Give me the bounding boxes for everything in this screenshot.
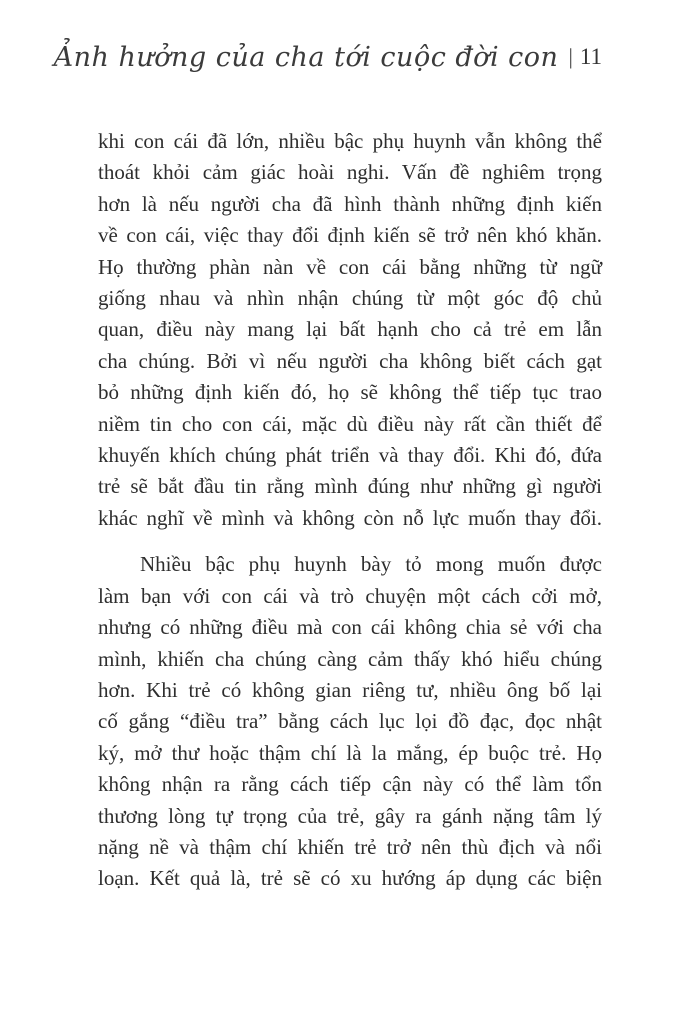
- text-line: khuyến khích chúng phát triển và thay đổi. Khi đó, đứa: [98, 443, 602, 468]
- text-line: khác nghĩ về mình và không còn nỗ lực muốn thay đổi.: [98, 505, 602, 530]
- body-text: [98, 126, 602, 895]
- chapter-title: Ảnh hưởng của cha tới cuộc đời con: [53, 42, 559, 73]
- text-line: thoát khỏi cảm giác hoài nghi. Vấn đề nghiêm trọng: [98, 160, 602, 185]
- page-number: 11: [579, 44, 602, 69]
- paragraph: [98, 126, 602, 534]
- text-line: nặng nề và thậm chí khiến trẻ trở nên thù địch và nổi: [98, 834, 602, 859]
- running-header: [0, 42, 602, 73]
- text-line: cố gắng “điều tra” bằng cách lục lọi đồ đạc, đọc nhật: [98, 709, 602, 734]
- text-line: bỏ những định kiến đó, họ sẽ không thể tiếp tục trao: [98, 380, 602, 405]
- text-line: quan, điều này mang lại bất hạnh cho cả trẻ em lẫn: [98, 317, 602, 342]
- text-line: cha chúng. Bởi vì nếu người cha không biết cách gạt: [98, 348, 602, 373]
- text-line: làm bạn với con cái và trò chuyện một cách cởi mở,: [98, 583, 602, 608]
- text-line: Nhiều bậc phụ huynh bày tỏ mong muốn được: [140, 552, 602, 577]
- text-line: giống nhau và nhìn nhận chúng từ một góc độ chủ: [98, 286, 602, 311]
- text-line: hơn là nếu người cha đã hình thành những định kiến: [98, 191, 602, 216]
- text-line: không nhận ra rằng cách tiếp cận này có thể làm tổn: [98, 772, 602, 797]
- text-line: Họ thường phàn nàn về con cái bằng những từ ngữ: [98, 254, 602, 279]
- text-line: hơn. Khi trẻ có không gian riêng tư, nhiều ông bố lại: [98, 677, 602, 702]
- text-line: thương lòng tự trọng của trẻ, gây ra gánh nặng tâm lý: [98, 803, 602, 828]
- text-line: ký, mở thư hoặc thậm chí là la mắng, ép buộc trẻ. Họ: [98, 740, 602, 765]
- text-line: loạn. Kết quả là, trẻ sẽ có xu hướng áp dụng các biện: [98, 866, 602, 891]
- text-line: về con cái, việc thay đổi định kiến sẽ trở nên khó khăn.: [98, 223, 602, 248]
- text-line: niềm tin cho con cái, mặc dù điều này rất cần thiết để: [98, 411, 602, 436]
- text-line: nhưng có những điều mà con cái không chia sẻ với cha: [98, 615, 602, 640]
- text-line: khi con cái đã lớn, nhiều bậc phụ huynh vẫn không thể: [98, 129, 602, 153]
- text-line: trẻ sẽ bắt đầu tin rằng mình đúng như những gì người: [98, 474, 602, 499]
- text-line: mình, khiến cha chúng càng cảm thấy khó hiểu chúng: [98, 646, 602, 671]
- paragraph: [98, 549, 602, 894]
- header-separator: |: [568, 44, 573, 69]
